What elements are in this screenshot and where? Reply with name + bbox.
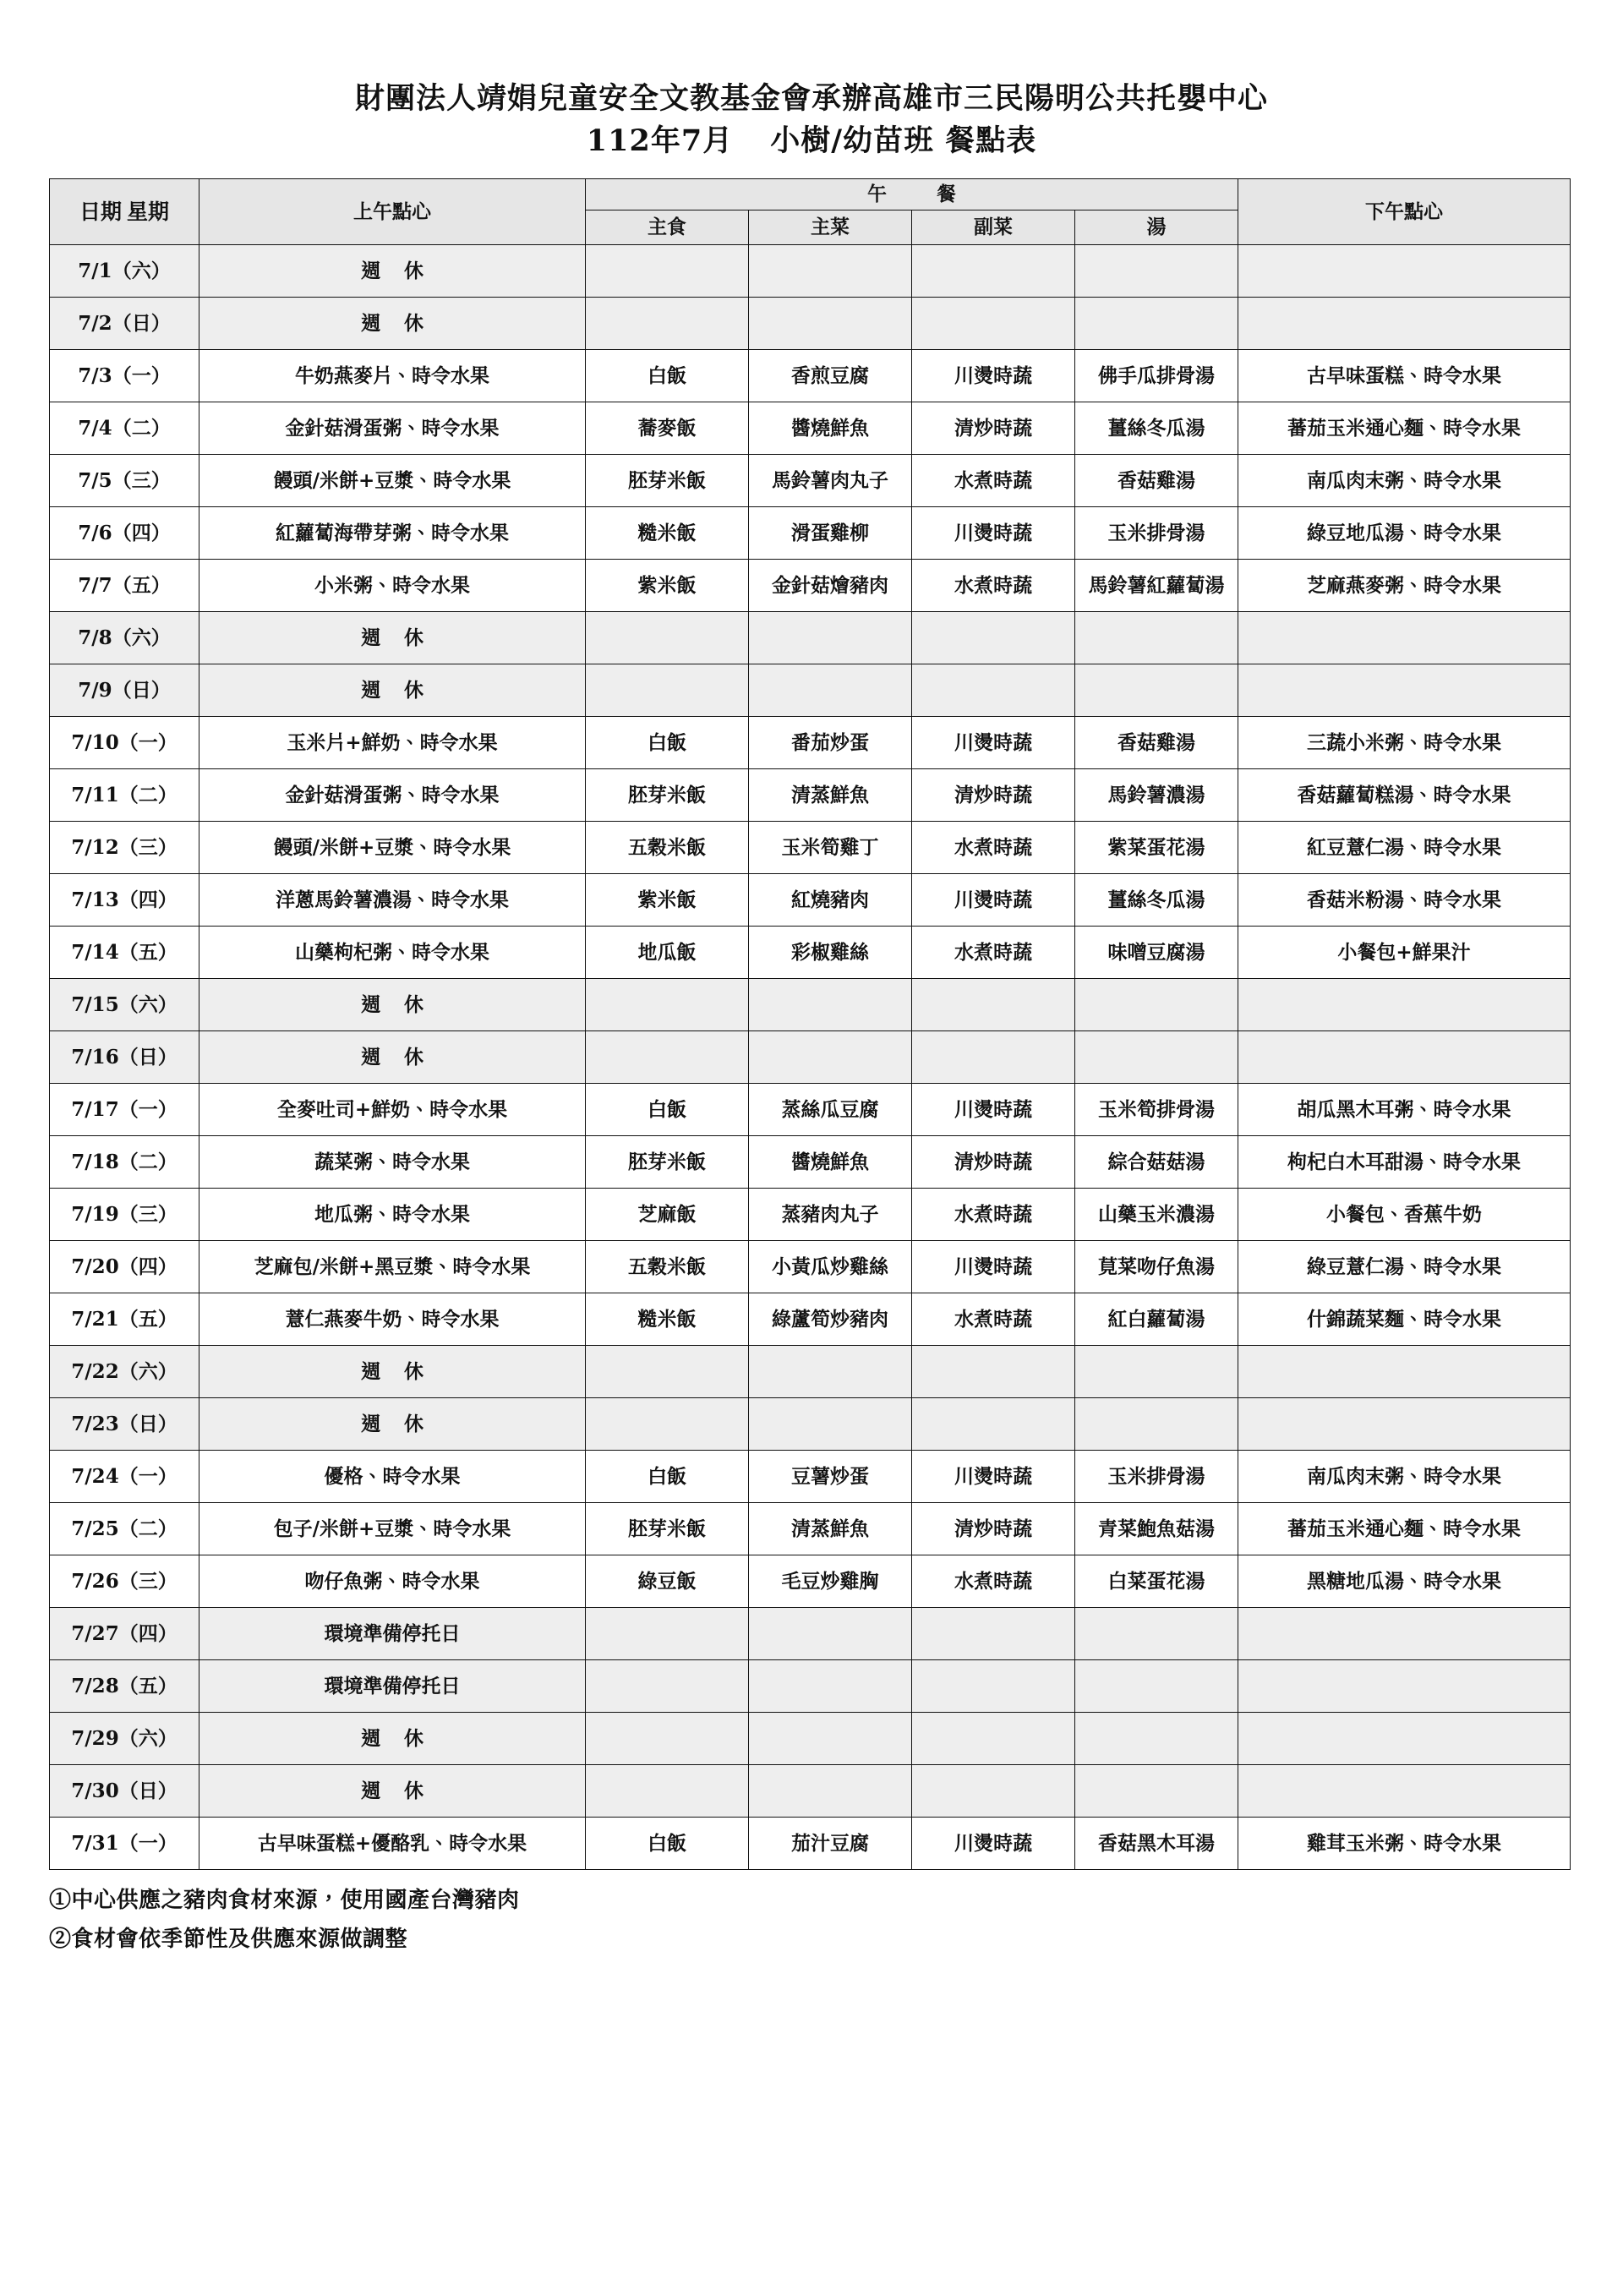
cell-date: 7/24（一） [50,1451,199,1503]
footnote-1: ①中心供應之豬肉食材來源，使用國產台灣豬肉 [49,1888,520,1914]
cell-staple: 蕎麥飯 [586,402,749,455]
header-weekday-label: 星期 [127,200,170,225]
cell-morning-snack: 環境準備停托日 [199,1608,586,1660]
header-row-top [50,179,1571,210]
cell-afternoon-snack: 芝麻燕麥粥、時令水果 [1238,560,1571,612]
cell-main-dish: 紅燒豬肉 [749,874,912,927]
cell-main-dish: 蒸豬肉丸子 [749,1189,912,1241]
cell-afternoon-snack [1238,1346,1571,1398]
cell-morning-snack: 優格、時令水果 [199,1451,586,1503]
cell-afternoon-snack: 小餐包+鮮果汁 [1238,927,1571,979]
menu-table [49,178,1571,1870]
cell-soup [1075,1346,1238,1398]
cell-afternoon-snack [1238,1608,1571,1660]
cell-main-dish: 彩椒雞絲 [749,927,912,979]
cell-staple [586,664,749,717]
cell-staple: 糙米飯 [586,507,749,560]
header-main-dish: 主菜 [749,210,912,245]
cell-staple: 白飯 [586,1451,749,1503]
cell-date: 7/28（五） [50,1660,199,1713]
cell-staple: 地瓜飯 [586,927,749,979]
cell-morning-snack: 週 休 [199,1346,586,1398]
table-row [50,717,1571,769]
cell-afternoon-snack: 小餐包、香蕉牛奶 [1238,1189,1571,1241]
cell-date: 7/29（六） [50,1713,199,1765]
cell-staple [586,245,749,298]
cell-side-dish: 水煮時蔬 [912,560,1075,612]
cell-date: 7/13（四） [50,874,199,927]
cell-staple: 紫米飯 [586,560,749,612]
table-row [50,1293,1571,1346]
cell-afternoon-snack [1238,298,1571,350]
menu-period: 112年7月 [586,123,734,158]
table-row [50,1660,1571,1713]
cell-afternoon-snack: 雞茸玉米粥、時令水果 [1238,1818,1571,1870]
table-row [50,560,1571,612]
cell-side-dish [912,245,1075,298]
organization-title: 財團法人靖娟兒童安全文教基金會承辦高雄市三民陽明公共托嬰中心 [354,81,1268,116]
cell-soup: 味噌豆腐湯 [1075,927,1238,979]
cell-staple: 糙米飯 [586,1293,749,1346]
cell-morning-snack: 週 休 [199,1398,586,1451]
cell-staple [586,979,749,1031]
cell-date: 7/20（四） [50,1241,199,1293]
cell-morning-snack: 週 休 [199,664,586,717]
table-row [50,1818,1571,1870]
cell-soup: 馬鈴薯濃湯 [1075,769,1238,822]
cell-date: 7/4（二） [50,402,199,455]
table-row [50,979,1571,1031]
cell-soup: 香菇雞湯 [1075,455,1238,507]
header-staple: 主食 [586,210,749,245]
cell-morning-snack: 週 休 [199,245,586,298]
table-row [50,822,1571,874]
cell-main-dish: 馬鈴薯肉丸子 [749,455,912,507]
cell-staple: 白飯 [586,1818,749,1870]
cell-main-dish: 蒸絲瓜豆腐 [749,1084,912,1136]
cell-afternoon-snack: 枸杞白木耳甜湯、時令水果 [1238,1136,1571,1189]
cell-side-dish: 水煮時蔬 [912,1555,1075,1608]
cell-staple [586,1713,749,1765]
cell-soup: 薑絲冬瓜湯 [1075,402,1238,455]
menu-class-title: 小樹/幼苗班 餐點表 [770,123,1037,158]
cell-staple [586,1660,749,1713]
table-row [50,1084,1571,1136]
cell-side-dish [912,1765,1075,1818]
table-row [50,507,1571,560]
cell-afternoon-snack: 三蔬小米粥、時令水果 [1238,717,1571,769]
cell-date: 7/8（六） [50,612,199,664]
cell-side-dish: 川燙時蔬 [912,1084,1075,1136]
cell-main-dish: 滑蛋雞柳 [749,507,912,560]
cell-date: 7/5（三） [50,455,199,507]
cell-side-dish [912,612,1075,664]
table-row [50,1346,1571,1398]
cell-staple: 紫米飯 [586,874,749,927]
cell-date: 7/19（三） [50,1189,199,1241]
cell-main-dish [749,1765,912,1818]
cell-afternoon-snack [1238,612,1571,664]
cell-soup [1075,1031,1238,1084]
cell-soup: 佛手瓜排骨湯 [1075,350,1238,402]
cell-main-dish: 小黃瓜炒雞絲 [749,1241,912,1293]
cell-staple [586,1031,749,1084]
cell-afternoon-snack: 綠豆地瓜湯、時令水果 [1238,507,1571,560]
document-header [49,80,1574,160]
cell-side-dish: 川燙時蔬 [912,717,1075,769]
cell-morning-snack: 洋蔥馬鈴薯濃湯、時令水果 [199,874,586,927]
cell-main-dish: 番茄炒蛋 [749,717,912,769]
header-soup: 湯 [1075,210,1238,245]
menu-table-head [50,179,1571,245]
cell-soup [1075,664,1238,717]
cell-morning-snack: 環境準備停托日 [199,1660,586,1713]
cell-date: 7/16（日） [50,1031,199,1084]
cell-side-dish: 川燙時蔬 [912,1451,1075,1503]
cell-soup [1075,612,1238,664]
table-row [50,1241,1571,1293]
cell-side-dish: 水煮時蔬 [912,822,1075,874]
table-row [50,350,1571,402]
cell-main-dish [749,1608,912,1660]
cell-soup [1075,1398,1238,1451]
cell-staple: 白飯 [586,350,749,402]
cell-morning-snack: 週 休 [199,979,586,1031]
cell-staple: 白飯 [586,1084,749,1136]
cell-soup [1075,1713,1238,1765]
cell-main-dish: 清蒸鮮魚 [749,769,912,822]
cell-staple [586,1398,749,1451]
cell-date: 7/9（日） [50,664,199,717]
cell-main-dish: 綠蘆筍炒豬肉 [749,1293,912,1346]
cell-afternoon-snack [1238,1660,1571,1713]
cell-main-dish [749,1398,912,1451]
cell-main-dish: 清蒸鮮魚 [749,1503,912,1555]
cell-soup: 馬鈴薯紅蘿蔔湯 [1075,560,1238,612]
cell-date: 7/3（一） [50,350,199,402]
cell-soup: 莧菜吻仔魚湯 [1075,1241,1238,1293]
cell-staple: 芝麻飯 [586,1189,749,1241]
cell-soup: 玉米筍排骨湯 [1075,1084,1238,1136]
cell-date: 7/11（二） [50,769,199,822]
cell-morning-snack: 紅蘿蔔海帶芽粥、時令水果 [199,507,586,560]
header-morning-snack: 上午點心 [199,179,586,245]
cell-morning-snack: 包子/米餅+豆漿、時令水果 [199,1503,586,1555]
cell-soup: 綜合菇菇湯 [1075,1136,1238,1189]
cell-afternoon-snack [1238,664,1571,717]
cell-soup [1075,298,1238,350]
cell-morning-snack: 週 休 [199,298,586,350]
table-row [50,1398,1571,1451]
cell-side-dish: 清炒時蔬 [912,769,1075,822]
cell-main-dish [749,979,912,1031]
cell-staple: 胚芽米飯 [586,1136,749,1189]
header-lunch: 午 餐 [586,179,1238,210]
cell-soup [1075,245,1238,298]
cell-morning-snack: 週 休 [199,1031,586,1084]
cell-staple [586,298,749,350]
cell-side-dish: 清炒時蔬 [912,402,1075,455]
cell-date: 7/14（五） [50,927,199,979]
cell-morning-snack: 吻仔魚粥、時令水果 [199,1555,586,1608]
cell-afternoon-snack: 香菇蘿蔔糕湯、時令水果 [1238,769,1571,822]
cell-afternoon-snack [1238,245,1571,298]
cell-main-dish [749,1031,912,1084]
cell-side-dish [912,1713,1075,1765]
cell-staple: 白飯 [586,717,749,769]
table-row [50,927,1571,979]
footnote-2: ②食材會依季節性及供應來源做調整 [49,1926,408,1952]
cell-morning-snack: 饅頭/米餅+豆漿、時令水果 [199,822,586,874]
cell-morning-snack: 古早味蛋糕+優酪乳、時令水果 [199,1818,586,1870]
cell-date: 7/1（六） [50,245,199,298]
table-row [50,1031,1571,1084]
cell-main-dish: 玉米筍雞丁 [749,822,912,874]
table-row [50,245,1571,298]
table-row [50,1713,1571,1765]
cell-soup: 紫菜蛋花湯 [1075,822,1238,874]
cell-morning-snack: 全麥吐司+鮮奶、時令水果 [199,1084,586,1136]
cell-main-dish: 香煎豆腐 [749,350,912,402]
cell-afternoon-snack: 胡瓜黑木耳粥、時令水果 [1238,1084,1571,1136]
cell-main-dish: 茄汁豆腐 [749,1818,912,1870]
cell-main-dish: 醬燒鮮魚 [749,1136,912,1189]
cell-morning-snack: 蔬菜粥、時令水果 [199,1136,586,1189]
cell-side-dish: 川燙時蔬 [912,350,1075,402]
table-row [50,874,1571,927]
cell-date: 7/15（六） [50,979,199,1031]
cell-staple [586,1765,749,1818]
cell-date: 7/12（三） [50,822,199,874]
cell-side-dish [912,1031,1075,1084]
cell-morning-snack: 金針菇滑蛋粥、時令水果 [199,402,586,455]
table-row [50,1136,1571,1189]
cell-side-dish: 川燙時蔬 [912,1818,1075,1870]
cell-afternoon-snack [1238,1031,1571,1084]
cell-afternoon-snack: 古早味蛋糕、時令水果 [1238,350,1571,402]
cell-morning-snack: 金針菇滑蛋粥、時令水果 [199,769,586,822]
cell-main-dish [749,612,912,664]
cell-side-dish: 水煮時蔬 [912,455,1075,507]
cell-date: 7/31（一） [50,1818,199,1870]
cell-side-dish [912,298,1075,350]
cell-morning-snack: 饅頭/米餅+豆漿、時令水果 [199,455,586,507]
cell-date: 7/22（六） [50,1346,199,1398]
cell-main-dish [749,298,912,350]
cell-soup [1075,1660,1238,1713]
cell-afternoon-snack: 蕃茄玉米通心麵、時令水果 [1238,402,1571,455]
table-row [50,1608,1571,1660]
cell-morning-snack: 牛奶燕麥片、時令水果 [199,350,586,402]
cell-afternoon-snack: 綠豆薏仁湯、時令水果 [1238,1241,1571,1293]
cell-side-dish: 川燙時蔬 [912,507,1075,560]
table-row [50,664,1571,717]
table-row [50,1765,1571,1818]
cell-soup: 白菜蛋花湯 [1075,1555,1238,1608]
cell-date: 7/25（二） [50,1503,199,1555]
cell-afternoon-snack [1238,1765,1571,1818]
cell-side-dish: 川燙時蔬 [912,1241,1075,1293]
cell-date: 7/27（四） [50,1608,199,1660]
cell-date: 7/2（日） [50,298,199,350]
cell-main-dish [749,245,912,298]
cell-main-dish [749,1660,912,1713]
cell-morning-snack: 週 休 [199,1713,586,1765]
cell-date: 7/26（三） [50,1555,199,1608]
cell-afternoon-snack: 紅豆薏仁湯、時令水果 [1238,822,1571,874]
table-row [50,1451,1571,1503]
cell-side-dish [912,1660,1075,1713]
cell-side-dish: 清炒時蔬 [912,1503,1075,1555]
cell-soup [1075,979,1238,1031]
cell-afternoon-snack [1238,1713,1571,1765]
cell-staple [586,1608,749,1660]
table-row [50,455,1571,507]
cell-main-dish [749,1346,912,1398]
cell-morning-snack: 週 休 [199,612,586,664]
cell-soup: 玉米排骨湯 [1075,1451,1238,1503]
cell-side-dish [912,1346,1075,1398]
cell-side-dish: 水煮時蔬 [912,1293,1075,1346]
cell-soup: 玉米排骨湯 [1075,507,1238,560]
cell-main-dish: 金針菇燴豬肉 [749,560,912,612]
table-row [50,612,1571,664]
cell-staple: 胚芽米飯 [586,455,749,507]
cell-main-dish: 醬燒鮮魚 [749,402,912,455]
cell-morning-snack: 小米粥、時令水果 [199,560,586,612]
cell-main-dish: 毛豆炒雞胸 [749,1555,912,1608]
cell-afternoon-snack: 南瓜肉末粥、時令水果 [1238,1451,1571,1503]
cell-soup [1075,1608,1238,1660]
cell-soup: 青菜鮑魚菇湯 [1075,1503,1238,1555]
cell-side-dish: 川燙時蔬 [912,874,1075,927]
cell-afternoon-snack [1238,1398,1571,1451]
cell-date: 7/23（日） [50,1398,199,1451]
cell-afternoon-snack: 香菇米粉湯、時令水果 [1238,874,1571,927]
cell-afternoon-snack: 什錦蔬菜麵、時令水果 [1238,1293,1571,1346]
cell-date: 7/6（四） [50,507,199,560]
header-date-label: 日期 [79,199,122,224]
cell-soup: 紅白蘿蔔湯 [1075,1293,1238,1346]
cell-main-dish [749,664,912,717]
cell-morning-snack: 地瓜粥、時令水果 [199,1189,586,1241]
cell-side-dish [912,979,1075,1031]
table-row [50,769,1571,822]
cell-date: 7/30（日） [50,1765,199,1818]
cell-staple: 綠豆飯 [586,1555,749,1608]
cell-date: 7/10（一） [50,717,199,769]
cell-main-dish: 豆薯炒蛋 [749,1451,912,1503]
cell-side-dish [912,1608,1075,1660]
cell-side-dish [912,1398,1075,1451]
header-date-weekday [50,179,199,245]
table-row [50,1503,1571,1555]
cell-staple: 胚芽米飯 [586,1503,749,1555]
cell-afternoon-snack: 黑糖地瓜湯、時令水果 [1238,1555,1571,1608]
cell-afternoon-snack [1238,979,1571,1031]
cell-morning-snack: 薏仁燕麥牛奶、時令水果 [199,1293,586,1346]
cell-side-dish: 清炒時蔬 [912,1136,1075,1189]
cell-morning-snack: 芝麻包/米餅+黑豆漿、時令水果 [199,1241,586,1293]
cell-side-dish: 水煮時蔬 [912,1189,1075,1241]
cell-afternoon-snack: 南瓜肉末粥、時令水果 [1238,455,1571,507]
table-row [50,1189,1571,1241]
cell-morning-snack: 週 休 [199,1765,586,1818]
cell-soup: 薑絲冬瓜湯 [1075,874,1238,927]
cell-main-dish [749,1713,912,1765]
table-row [50,298,1571,350]
table-row [50,1555,1571,1608]
cell-soup: 香菇黑木耳湯 [1075,1818,1238,1870]
cell-staple: 五穀米飯 [586,1241,749,1293]
header-side-dish: 副菜 [912,210,1075,245]
cell-date: 7/18（二） [50,1136,199,1189]
menu-table-body [50,245,1571,1870]
cell-date: 7/21（五） [50,1293,199,1346]
cell-soup: 香菇雞湯 [1075,717,1238,769]
cell-morning-snack: 山藥枸杞粥、時令水果 [199,927,586,979]
table-row [50,402,1571,455]
cell-staple: 胚芽米飯 [586,769,749,822]
footnotes [49,1882,1574,1959]
cell-side-dish: 水煮時蔬 [912,927,1075,979]
cell-soup [1075,1765,1238,1818]
cell-date: 7/17（一） [50,1084,199,1136]
cell-side-dish [912,664,1075,717]
cell-afternoon-snack: 蕃茄玉米通心麵、時令水果 [1238,1503,1571,1555]
cell-morning-snack: 玉米片+鮮奶、時令水果 [199,717,586,769]
cell-staple [586,1346,749,1398]
subtitle-line [49,122,1574,161]
cell-staple: 五穀米飯 [586,822,749,874]
cell-soup: 山藥玉米濃湯 [1075,1189,1238,1241]
header-afternoon-snack: 下午點心 [1238,179,1571,245]
cell-staple [586,612,749,664]
cell-date: 7/7（五） [50,560,199,612]
